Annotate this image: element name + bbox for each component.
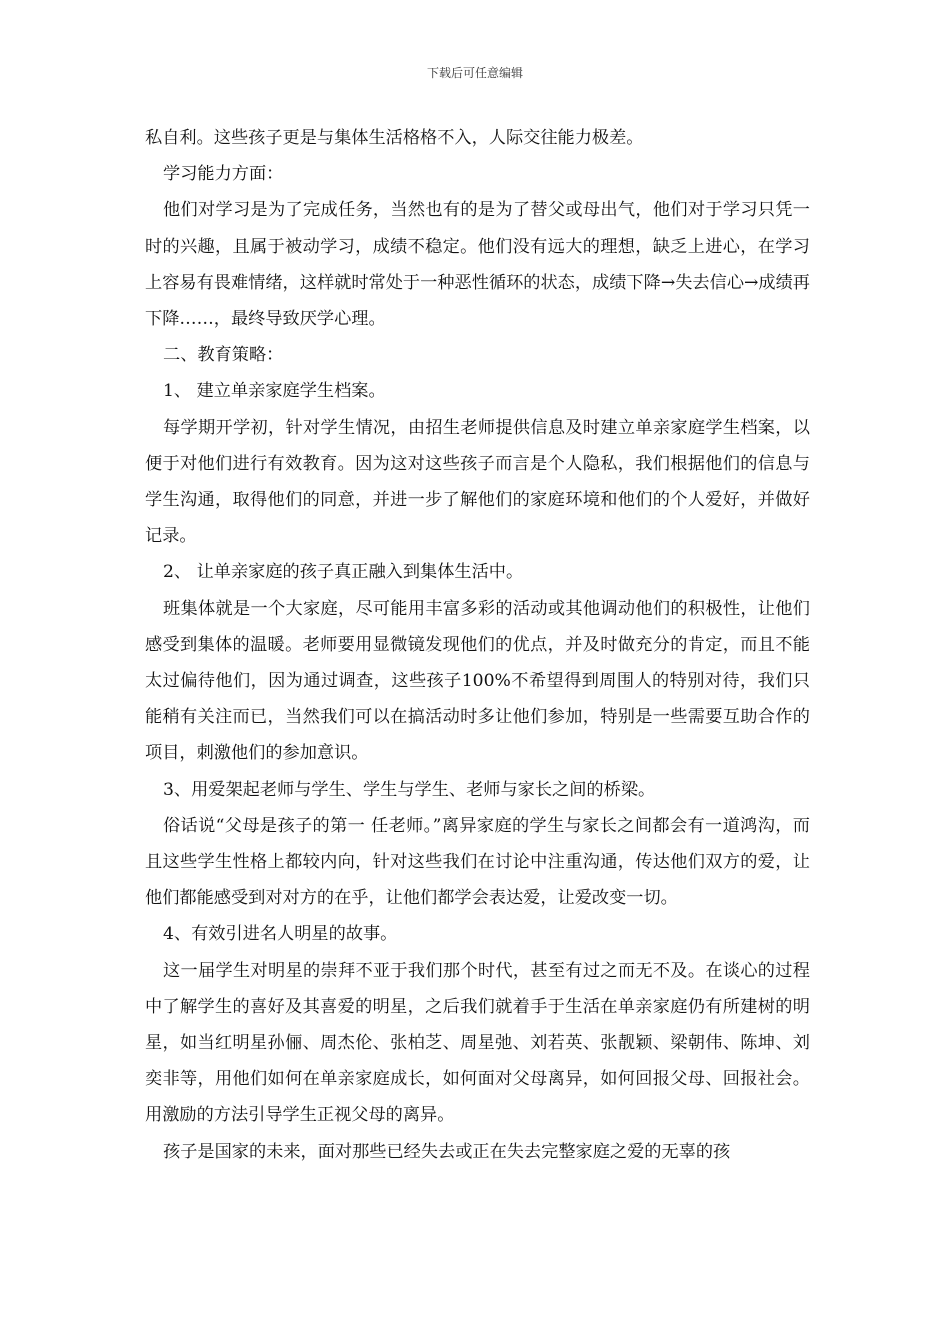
paragraph-bridge: 俗话说“父母是孩子的第一 任老师。”离异家庭的学生与家长之间都会有一道鸿沟，而且这些学生性格上都较内向，针对这些我们在讨论中注重沟通，传达他们双方的爱，让他们都能感受到对对方的在乎，让他们都学会表达爱，让爱改变一切。 bbox=[145, 815, 810, 909]
paragraph-learning: 他们对学习是为了完成任务，当然也有的是为了替父或母出气，他们对于学习只凭一时的兴趣，且属于被动学习，成绩不稳定。他们没有远大的理想，缺乏上进心，在学习上容易有畏难情绪，这样就时常处于一种恶性循环的状态，成绩下降→失去信心→成绩再下降……，最终导致厌学心理。 bbox=[145, 200, 810, 330]
section-heading-learning-ability: 学习能力方面： bbox=[163, 164, 284, 185]
page-header: 下载后可任意编辑 bbox=[426, 66, 523, 80]
paragraph-conclusion: 孩子是国家的未来，面对那些已经失去或正在失去完整家庭之爱的无辜的孩 bbox=[163, 1141, 731, 1162]
list-item-3: 3、用爱架起老师与学生、学生与学生、老师与家长之间的桥梁。 bbox=[163, 779, 656, 800]
list-item-2: 2、 让单亲家庭的孩子真正融入到集体生活中。 bbox=[163, 562, 524, 583]
document-body bbox=[145, 120, 810, 1170]
paragraph-archive: 每学期开学初，针对学生情况，由招生老师提供信息及时建立单亲家庭学生档案，以便于对他们进行有效教育。因为这对这些孩子而言是个人隐私，我们根据他们的信息与学生沟通，取得他们的同意，并进一步了解他们的家庭环境和他们的个人爱好，并做好记录。 bbox=[145, 417, 810, 547]
paragraph-continuation: 私自利。这些孩子更是与集体生活格格不入，人际交往能力极差。 bbox=[145, 128, 644, 148]
list-item-1: 1、 建立单亲家庭学生档案。 bbox=[163, 381, 386, 402]
paragraph-collective: 班集体就是一个大家庭，尽可能用丰富多彩的活动或其他调动他们的积极性，让他们感受到集体的温暖。老师要用显微镜发现他们的优点，并及时做充分的肯定，而且不能太过偏待他们，因为通过调查，这些孩子100%不希望得到周围人的特别对待，我们只能稍有关注而已，当然我们可以在搞活动时多让他们参加，特别是一些需要互助合作的项目，刺激他们的参加意识。 bbox=[145, 598, 810, 764]
section-heading-strategy: 二、教育策略： bbox=[163, 345, 284, 366]
paragraph-celebrities: 这一届学生对明星的崇拜不亚于我们那个时代，甚至有过之而无不及。在谈心的过程中了解学生的喜好及其喜爱的明星，之后我们就着手于生活在单亲家庭仍有所建树的明星，如当红明星孙俪、周杰伦、张柏芝、周星弛、刘若英、张靓颖、梁朝伟、陈坤、刘奕非等，用他们如何在单亲家庭成长，如何面对父母离异，如何回报父母、回报社会。用激励的方法引导学生正视父母的离异。 bbox=[145, 960, 810, 1126]
list-item-4: 4、有效引进名人明星的故事。 bbox=[163, 924, 398, 945]
